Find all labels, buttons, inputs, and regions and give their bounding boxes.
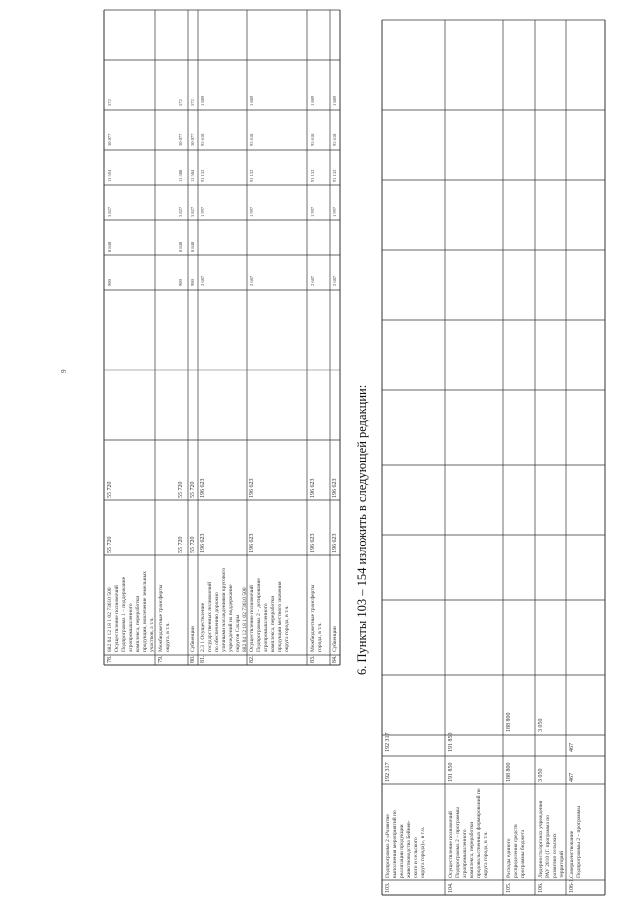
label-line: города, в т.ч.: [317, 622, 323, 652]
table-1-value: 900: [178, 279, 183, 286]
label-line: агропромышленного: [462, 829, 468, 878]
label-line: округов Сахары: [235, 614, 241, 652]
table-1-value: 95 618: [310, 133, 315, 146]
table-1-value: 572: [190, 99, 195, 106]
table-1-value: 11 594: [107, 169, 112, 182]
table-1-value: 2 687: [332, 275, 337, 286]
table-2-row-label: [569, 806, 583, 878]
table-2-row-number: 103.: [385, 882, 391, 893]
table-1-cell-col2: 55 720: [107, 481, 113, 498]
table-2-cell-col1: 188 800: [506, 762, 512, 782]
label-line: программы бюджета: [520, 829, 526, 878]
table-2-cell-col1: 467: [569, 773, 575, 782]
table-1-value: 8 840: [190, 241, 195, 252]
table-1-row-label: [190, 626, 196, 652]
label-line: распределения средств: [513, 824, 519, 878]
table-1-value: 95 618: [200, 133, 205, 146]
table-1-value: 2 687: [249, 275, 254, 286]
table-1-value: 91 132: [332, 169, 337, 182]
table-1-value: 30 077: [107, 133, 112, 146]
table-1-value: 1 997: [200, 206, 205, 217]
section-heading: 6. Пункты 103 – 154 изложить в следующей редакции:: [355, 384, 369, 675]
label-line: Осуществление полномочий: [114, 585, 120, 652]
label-line: участков, а т.ч.: [149, 617, 155, 652]
label-line: Подпрограмма 2 – дотирование: [256, 578, 262, 652]
label-line: округа города, в т.ч.: [284, 605, 290, 652]
label-line: продукции местного значения: [277, 581, 283, 652]
label-line: учреждений на поддержание: [228, 584, 234, 652]
table-1-value: 572: [107, 99, 112, 106]
label-line: 2.3 1 Осуществление: [200, 602, 206, 652]
table-1-value: 2 687: [200, 275, 205, 286]
table-1-row-number: 79.: [158, 655, 164, 663]
table-1-value: 11 504: [190, 169, 195, 182]
label-line: Субвенции: [332, 626, 338, 652]
label-line: Межбюджетные трансферты: [310, 584, 316, 652]
table-1-cell-col2: 196 623: [332, 478, 338, 498]
table-1-cell-col1: 196 623: [332, 533, 338, 553]
table-2-cell-col2: 467: [569, 743, 575, 752]
label-line: округа города)», в т.ч.: [420, 826, 426, 878]
table-1-value: 3 827: [178, 206, 183, 217]
table-1-row-label: [158, 585, 172, 652]
table-1-cell-col1: 196 623: [249, 533, 255, 553]
table-2-cell-col1: 192 317: [385, 762, 391, 782]
table-2-row-label: [385, 810, 427, 878]
label-line: Подпрограмма 1 – поддержание: [121, 576, 127, 652]
table-1-cell-col2: 196 623: [310, 478, 316, 498]
table-1-cell-col1: 196 623: [310, 533, 316, 553]
table-2-cell-col2: 192 317: [385, 732, 391, 752]
table-1-value: 3 827: [107, 206, 112, 217]
table-1-value: 30 077: [190, 133, 195, 146]
table-1-value: 8 840: [107, 241, 112, 252]
page-number: 9: [60, 369, 68, 373]
table-1-value: 91 132: [200, 169, 205, 182]
label-line: Осуществление полномочий: [448, 811, 454, 878]
label-line: округа, в т.ч.: [165, 622, 171, 652]
table-2-row-label: [538, 801, 566, 878]
table-1-value: 95 618: [249, 133, 254, 146]
label-line: ского и сельского: [413, 837, 419, 878]
label-line: Подпрограммы 2 – программы: [576, 805, 582, 878]
table-2-cell-col2: 191 850: [448, 732, 454, 752]
table-1-cell-col2: 196 623: [200, 478, 206, 498]
table-1-value: 3 827: [190, 206, 195, 217]
table-1-cell-col2: 196 623: [249, 478, 255, 498]
table-1-row-number: 84.: [332, 655, 338, 663]
table-2-row-label: [448, 788, 490, 878]
table-1-row-label: [310, 585, 324, 652]
table-1-value: 95 618: [332, 133, 337, 146]
table-1-row-number: 78.: [107, 655, 113, 663]
label-line: государственных полномочий: [207, 581, 213, 652]
table-1-cell-col2: 55 720: [190, 481, 196, 498]
table-1-cell-col1: 55 720: [178, 536, 184, 553]
label-line: 882 04 12 18 1 02 73610 500: [107, 587, 113, 652]
table-1-value: 8 840: [178, 241, 183, 252]
label-line: комплекса, переработки: [135, 595, 141, 652]
table-1-value: 30 077: [178, 133, 183, 146]
label-line: развитию сельских: [552, 833, 558, 878]
table-2-row-number: 106-1.: [569, 877, 575, 893]
table-1-cell-col1: 55 720: [107, 536, 113, 553]
table-1-value: 1 889: [200, 95, 205, 106]
label-line: РАУ 2010 (Г. программа по: [545, 815, 551, 878]
label-line: уличными насаждениями кругового: [221, 567, 227, 652]
label-line: продукции, вовлечение земельных: [142, 570, 148, 652]
table-1-value: 1 997: [249, 206, 254, 217]
table-1-value: 91 132: [249, 169, 254, 182]
table-1-row-label: [332, 626, 338, 652]
label-line: агропромышленного: [263, 603, 269, 652]
table-1-row-label: [249, 578, 291, 652]
label-line: животноводства Бейнев-: [406, 820, 412, 878]
table-1-value: 1 889: [310, 95, 315, 106]
table-1-row-number: 82.: [249, 655, 255, 663]
table-1-row-number: 83.: [310, 655, 316, 663]
label-line: реализации продукции: [399, 824, 405, 878]
label-line: Подпрограмма 2 «Развитие: [385, 814, 391, 878]
label-line: территорий: [559, 850, 565, 878]
table-2-row-label: [506, 824, 527, 878]
table-1-value: 1 889: [249, 95, 254, 106]
table-1-value: 2 687: [310, 275, 315, 286]
label-line: агропромышленного: [128, 603, 134, 652]
label-line: Субвенции: [190, 626, 196, 652]
table-1-row-number: 81.: [200, 655, 206, 663]
label-line: 882 04 12 18 1 02 73610 500: [242, 587, 248, 652]
table-1-cell-col1: 196 623: [200, 533, 206, 553]
label-line: по обеспечению дорожно: [214, 592, 220, 652]
table-2-row-number: 104.: [448, 882, 454, 893]
label-line: комплекса, переработки: [469, 821, 475, 878]
table-1-value: 1 997: [332, 206, 337, 217]
label-line: Лидерность/органах учреждения: [538, 800, 544, 878]
table-1-value: 900: [107, 279, 112, 286]
label-line: комплекса, переработки: [270, 595, 276, 652]
table-2-cell-col2: 188 800: [506, 712, 512, 732]
table-1-row-label: [200, 568, 249, 652]
table-1-value: 572: [178, 99, 183, 106]
table-2-cell-col2: 3 050: [538, 718, 544, 732]
table-1-cell-col1: 55 720: [190, 536, 196, 553]
label-line: округа города, в т.ч.: [483, 831, 489, 878]
label-line: Подпрограмма 2 – программы: [455, 807, 461, 878]
table-2-cell-col1: 191 850: [448, 762, 454, 782]
table-2-row-number: 106.: [538, 882, 544, 893]
table-2-row-number: 105.: [506, 882, 512, 893]
table-1-value: 1 889: [332, 95, 337, 106]
table-1-value: 91 132: [310, 169, 315, 182]
label-line: Осуществление полномочий: [249, 585, 255, 652]
table-1-value: 900: [190, 279, 195, 286]
label-line: продовольственных формирований по: [476, 788, 482, 878]
label-line: Межбюджетные трансферты: [158, 584, 164, 652]
table-2-cell-col1: 3 050: [538, 768, 544, 782]
table-1-row-label: [107, 571, 156, 652]
label-line: Расходы единого: [506, 838, 512, 878]
label-line: Совершенствование: [569, 830, 575, 878]
table-1-value: 11 508: [178, 169, 183, 182]
table-1-cell-col2: 55 720: [178, 481, 184, 498]
table-1-row-number: 80.: [190, 655, 196, 663]
label-line: выполнения мероприятий по: [392, 810, 398, 878]
table-1-value: 1 997: [310, 206, 315, 217]
